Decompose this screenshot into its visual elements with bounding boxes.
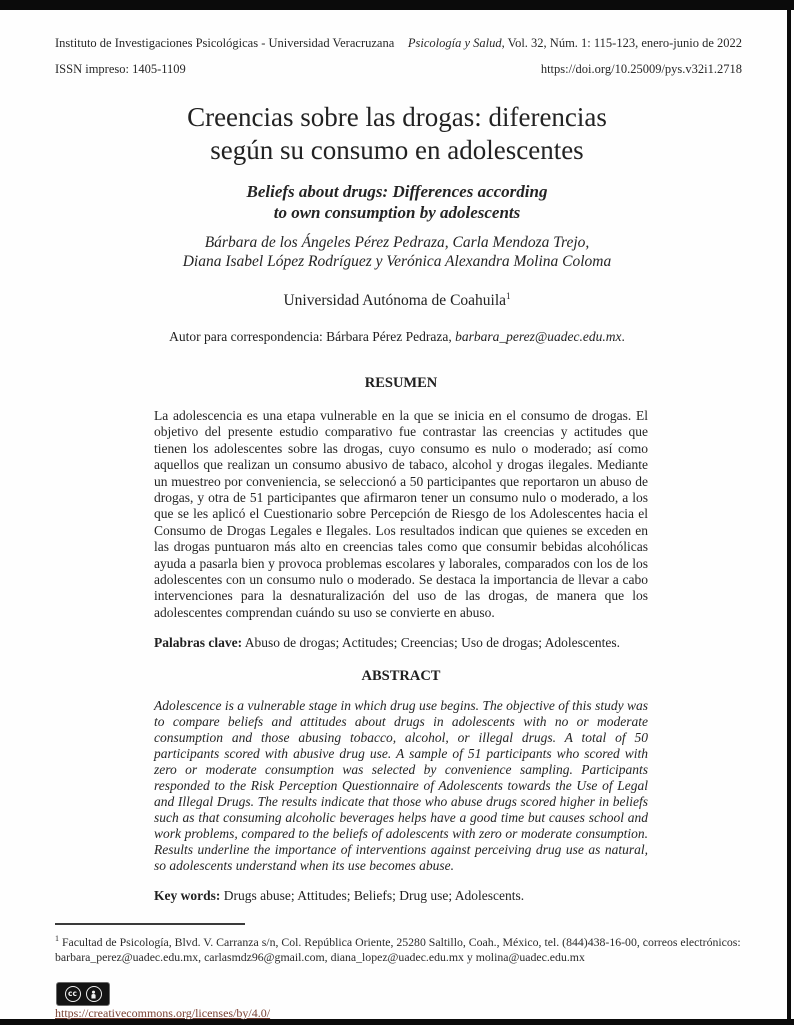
palabras-clave-label: Palabras clave: [154,635,243,651]
journal-citation [408,36,742,51]
title-en-line1: Beliefs about drugs: Differences according [246,182,548,201]
cc-license-link[interactable]: https://creativecommons.org/licenses/by/4.0/ [55,1006,271,1020]
abstract-column [154,375,648,904]
footnote-text: Facultad de Psicología, Blvd. V. Carranza s/n, Col. República Oriente, 25280 Saltillo, Coah., México, tel. (844)438-16-00, correos electrónicos: barbara_perez@uadec.edu.mx, carlasmdz96@gmail.com, diana_lopez@uadec.edu.mx y molina@uadec.edu.mx [55,934,741,964]
cc-by-badge [56,982,110,1006]
correspondence-line: Autor para correspondencia: Bárbara Pérez Pedraza, barbara_perez@uadec.edu.mx. [169,329,625,344]
title-es-line2: según su consumo en adolescentes [210,135,584,165]
scan-top-border [0,0,794,10]
article-title-english [0,181,794,223]
correspondence-email: barbara_perez@uadec.edu.mx [455,329,622,344]
footnote-separator [55,923,245,925]
affiliation-footnote-marker: 1 [506,291,511,301]
journal-volume-info: , Vol. 32, Núm. 1: 115-123, enero-junio de 2022 [501,36,742,50]
keywords-label: Key words: [154,888,221,904]
article-title-spanish [0,101,794,167]
author-list [0,233,794,271]
footnote-marker: 1 [55,934,59,943]
palabras-clave-line [154,635,648,651]
resumen-heading: RESUMEN [364,375,438,391]
journal-name: Psicología y Salud [407,36,502,50]
cc-by-person-icon [86,986,102,1002]
journal-header [55,36,742,77]
keywords-line [154,888,648,904]
palabras-clave-values: Abuso de drogas; Actitudes; Creencias; Uso de drogas; Adolescentes. [242,635,621,651]
abstract-heading: ABSTRACT [361,668,441,685]
affiliation: Universidad Autónoma de Coahuila$^1$ [283,291,511,310]
correspondence-label: Autor para correspondencia: Bárbara Pérez Pedraza, [169,329,456,344]
authors-line1: Bárbara de los Ángeles Pérez Pedraza, Carla Mendoza Trejo, [204,234,590,251]
resumen-body: La adolescencia es una etapa vulnerable en la que se inicia en el consumo de drogas. El objetivo del presente estudio comparativo fue contrastar las creencias y actitudes que tienen los adolescentes sobre las drogas, cuyo consumo es nulo o moderado; así como aquellos que realizan un consumo abusivo de tabaco, alcohol y drogas ilegales. Mediante un muestreo por conveniencia, se seleccionó a 50 participantes que reportaron un abuso de drogas, y otra de 51 participantes que afirmaron tener un consumo nulo o moderado, a los que se les aplicó el Cuestionario sobre Percepción de Riesgo de los Adolescentes hacia el Consumo de Drogas Legales e Ilegales. Los resultados indican que quienes se exceden en las drogas puntuaron más alto en creencias tales como que consumir bebidas alcohólicas ayuda a pasarla bien y provoca problemas escolares y laborales, comparados con los de los adolescentes con un consumo nulo o moderado. Se destaca la importancia de llevar a cabo intervenciones para la desnaturalización del uso de las drogas, de manera que los adolescentes comprendan cuándo su uso se convierte en abuso. [154,408,648,620]
authors-line2: Diana Isabel López Rodríguez y Verónica Alexandra Molina Coloma [182,253,612,270]
institute-name: Instituto de Investigaciones Psicológicas - Universidad Veracruzana [55,36,395,50]
title-en-line2: to own consumption by adolescents [273,203,521,222]
footnote [55,931,747,965]
cc-logo-icon: cc [65,986,81,1002]
keywords-values: Drugs abuse; Attitudes; Beliefs; Drug use; Adolescents. [220,888,525,904]
doi-link: https://doi.org/10.25009/pys.v32i1.2718 [540,62,742,76]
title-es-line1: Creencias sobre las drogas: diferencias [187,102,607,132]
abstract-body: Adolescence is a vulnerable stage in which drug use begins. The objective of this study was to compare beliefs and attitudes about drugs in adolescents with no or moderate consumption and those abusing tobacco, alcohol, or illegal drugs. A total of 50 participants scored with abusive drug use. A sample of 51 participants who scored with zero or moderate consumption was selected by convenience sampling. Participants responded to the Risk Perception Questionnaire of Adolescents towards the Use of Legal and Illegal Drugs. The results indicate that those who abuse drugs scored higher in beliefs such as that consuming alcoholic beverages helps have a good time but causes school and work problems, compared to the beliefs of adolescents with zero or moderate consumption. Results underline the importance of interventions against perceiving drug use as natural, so adolescents understand when its use becomes abuse. [154,698,648,874]
issn-label: ISSN impreso: 1405-1109 [55,62,186,76]
